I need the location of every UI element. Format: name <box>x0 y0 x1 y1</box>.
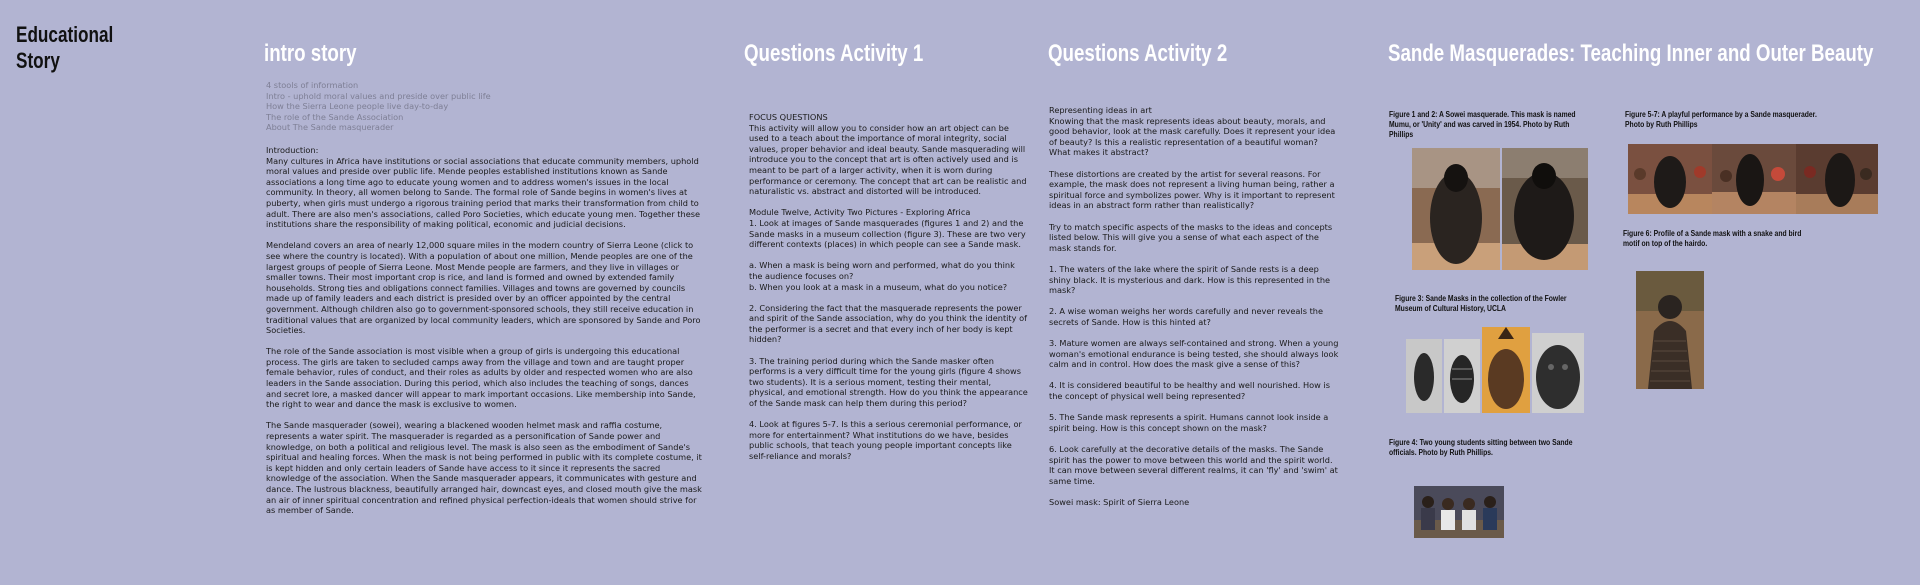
toc-link[interactable]: The role of the Sande Association <box>266 111 404 122</box>
sowei-masquerade-photo[interactable] <box>1412 148 1588 270</box>
masquerade-photo-image <box>1412 148 1588 270</box>
q2-paragraph: 4. It is considered beautiful to be healthy and well nourished. How is the concept of physical well being represented? <box>1049 380 1331 402</box>
figure-caption: Figure 4: Two young students sitting between two Sande officials. Photo by Ruth Phillips. <box>1389 438 1573 457</box>
intro-body <box>266 145 706 526</box>
q1-paragraph: 4. Look at figures 5-7. Is this a serious ceremonial performance, or more for entertainment? What institutions do we have, besides public schools, that teach young people important concepts like self-reliance and morals? <box>749 419 1022 461</box>
q1-paragraph: 2. Considering the fact that the masquerade represents the power and spirit of the Sande association, why do you think the identity of the performer is a secret and that every inch of her body is kept hidden? <box>749 302 1027 345</box>
q2-paragraph: Sowei mask: Spirit of Sierra Leone <box>1049 496 1190 507</box>
site-logo[interactable]: Educational Story <box>16 22 114 73</box>
playful-performance-photo[interactable] <box>1628 144 1878 214</box>
figure-caption: Figure 6: Profile of a Sande mask with a snake and bird motif on top of the hairdo. <box>1623 229 1802 248</box>
q2-paragraph: 5. The Sande mask represents a spirit. Humans cannot look inside a spirit being. How is this concept shown on the mask? <box>1049 412 1329 433</box>
gallery-title: Sande Masquerades: Teaching Inner and Outer Beauty <box>1388 40 1874 67</box>
q2-title: Questions Activity 2 <box>1048 40 1228 67</box>
figure-caption: Figure 3: Sande Masks in the collection of the Fowler Museum of Cultural History, UCLA <box>1395 294 1567 313</box>
intro-paragraph: Mendeland covers an area of nearly 12,000 square miles in the modern country of Sierra Leone (click to see where the country is located). With a population of about one million, Mende peoples are one of the largest groups of people of Sierra Leone. Most Mende people are farmers, and they live in villages or smaller towns. Their most important crop is rice, and land is formed and owned by extended family households. Strong ties and obligations connect families. Villages and towns are governed by councils made up of family leaders and each district is presided over by an officer appointed by the central government. Although children also go to government-sponsored schools, they still receive education in traditional values that are organized by local community leaders, which are sponsored by Sande and Poro Societies. <box>266 240 701 336</box>
intro-paragraph: The Sande masquerader (sowei), wearing a blackened wooden helmet mask and raffia costume, represents a water spirit. The masquerader is regarded as a personification of Sande power and knowledge, on both a political and religious level. The mask is also seen as the embodiment of Sande's spiritual and healing forces. When the mask is not being performed in public with its complete costume, it is kept hidden and only certain leaders of Sande have access to it since it represents the sacred knowledge of the association. When the Sande masquerader appears, it communicates with gesture and dance. The lustrous blackness, beautifully arranged hair, downcast eyes, and closed mouth give the mask an air of inner spiritual concentration and refined physical perfection-ideals that women should strive for as member of Sande. <box>266 420 702 516</box>
q2-paragraph: Representing ideas in art Knowing that the mask represents ideas about beauty, morals, and good behavior, look at the mask carefully. Does it represent your idea of beauty? Is this a realistic representation of a beautiful woman? What makes it abstract? <box>1049 105 1336 158</box>
performance-photo-image <box>1628 144 1878 214</box>
toc-link[interactable]: Intro - uphold moral values and preside over public life <box>266 90 491 101</box>
toc-link[interactable]: 4 stools of information <box>266 80 359 90</box>
q1-paragraph: a. When a mask is being worn and performed, what do you think the audience focuses on? b. When you look at a mask in a museum, what do you notice? <box>749 260 1015 292</box>
q1-body <box>749 112 1029 472</box>
intro-paragraph: Introduction: Many cultures in Africa have institutions or social associations that educate community members, uphold moral values and preside over public life. Mende peoples established institutions known as Sande associations a long time ago to educate young women and to address women's issues in the local community. In theory, all women belong to Sande. The formal role of Sande begins in women's lives at puberty, when girls must undergo a rigorous training period that marks their transformation from child to adult. There are also men's associations, called Poro Societies, which educate young men. Together these institutions share the responsibility of making political, economic and judicial decisions. <box>266 145 701 230</box>
intro-toc <box>266 80 586 133</box>
figure-caption: Figure 5-7: A playful performance by a Sande masquerader. Photo by Ruth Phillips <box>1625 110 1817 129</box>
q2-paragraph: 1. The waters of the lake where the spirit of Sande rests is a deep shiny black. It is mysterious and dark. How is this represented in the mask? <box>1049 263 1331 296</box>
q2-paragraph: Try to match specific aspects of the masks to the ideas and concepts listed below. This will give you a sense of what each aspect of the mask stands for. <box>1049 221 1333 253</box>
q1-paragraph: Module Twelve, Activity Two Pictures - Exploring Africa 1. Look at images of Sande masquerades (figures 1 and 2) and the Sande masks in a museum collection (figure 3). These are two very different contexts (places) in which people can see a Sande mask. <box>749 207 1026 250</box>
intro-paragraph: The role of the Sande association is most visible when a group of girls is undergoing this educational process. The girls are taken to secluded camps away from the village and town and are taught proper female behavior, rules of conduct, and their roles as adults by older and respected women who are also leaders in the Sande association. During this period, which also includes the teaching of songs, dances and secret lore, a masked dancer will appear to mark important occasions. Like membership into Sande, the right to wear and dance the mask is exclusive to women. <box>266 346 696 410</box>
q1-paragraph: 3. The training period during which the Sande masker often performs is a very difficult time for the young girls (figure 4 shows two students). It is a serious moment, testing their mental, physical, and emotional strength. How do you think the appearance of the Sande mask can help them during this period? <box>749 355 1028 409</box>
museum-masks-photo[interactable] <box>1406 327 1584 413</box>
intro-title: intro story <box>264 40 357 67</box>
q2-paragraph: These distortions are created by the artist for several reasons. For example, the mask does not represent a living human being, rather a spiritual force and symbolizes power. Why is it important to represent ideas in an abstract form rather than realistically? <box>1049 168 1335 211</box>
q2-paragraph: 3. Mature women are always self-contained and strong. When a young woman's emotional endurance is being tested, she should always look calm and in control. How does the mask give a sense of this? <box>1049 338 1339 370</box>
q2-paragraph: 2. A wise woman weighs her words carefully and never reveals the secrets of Sande. How is this hinted at? <box>1049 306 1324 327</box>
q1-paragraph: FOCUS QUESTIONS This activity will allow you to consider how an art object can be used to a teach about the importance of moral integrity, social values, proper behavior and ideal beauty. Sande masquerading will introduce you to the concept that art is often actively used and is meant to be part of a larger activity, when it is worn during performance or ceremony. The concept that art can be realistic and naturalistic vs. abstract and distorted will be introduced. <box>749 112 1027 197</box>
students-photo-image <box>1414 486 1504 538</box>
museum-masks-image <box>1406 327 1584 413</box>
toc-link[interactable]: How the Sierra Leone people live day-to-day <box>266 101 449 112</box>
mask-profile-image <box>1636 271 1704 389</box>
figure-caption: Figure 1 and 2: A Sowei masquerade. This mask is named Mumu, or 'Unity' and was carved in 1954. Photo by Ruth Phillips <box>1389 110 1576 139</box>
students-officials-photo[interactable] <box>1414 486 1504 538</box>
q2-body <box>1049 105 1339 518</box>
toc-link[interactable]: About The Sande masquerader <box>266 122 394 133</box>
mask-profile-photo[interactable] <box>1636 271 1704 389</box>
q2-paragraph: 6. Look carefully at the decorative details of the masks. The Sande spirit has the power to move between this world and the spirit world. It can move between several different realms, it can 'fly' and 'swim' at same time. <box>1049 444 1338 486</box>
q1-title: Questions Activity 1 <box>744 40 924 67</box>
